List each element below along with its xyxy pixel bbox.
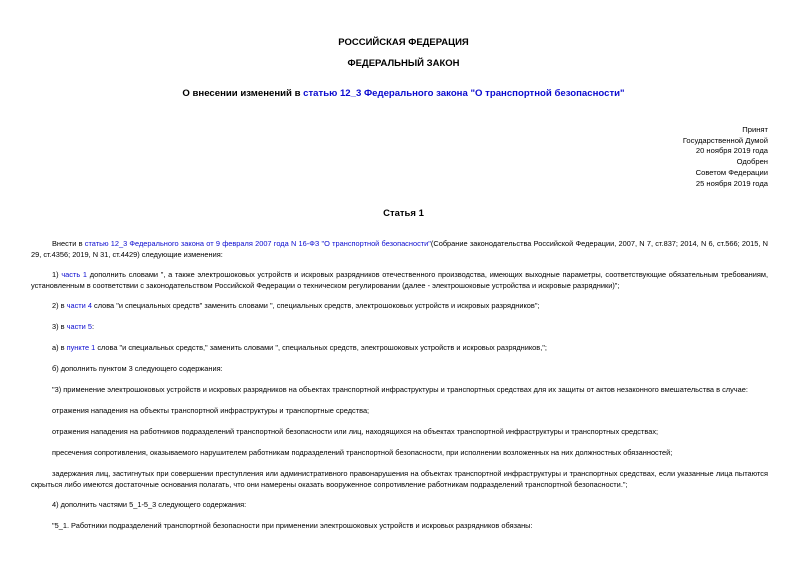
intro-link[interactable]: статью 12_3 Федерального закона от 9 февраля 2007 года N 16-ФЗ "О транспортной безопасности" xyxy=(84,239,431,248)
item-2-link[interactable]: части 4 xyxy=(66,301,92,310)
quote-paragraph xyxy=(31,469,768,491)
quote-text: отражения нападения на работников подразделений транспортной безопасности или лиц, находящихся на объектах транспортной инфраструктуры и транспортных средствах; xyxy=(52,427,659,436)
intro-text: Внести в xyxy=(52,239,85,248)
article-heading: Статья 1 xyxy=(383,208,424,219)
law-type-heading: ФЕДЕРАЛЬНЫЙ ЗАКОН xyxy=(347,58,460,69)
item-3b-text: б) дополнить пунктом 3 следующего содержания: xyxy=(52,364,223,373)
item-4-paragraph xyxy=(31,500,768,511)
accepted-line: Государственной Думой xyxy=(682,135,768,145)
item-1-number: 1) xyxy=(52,270,62,279)
item-3-link[interactable]: части 5 xyxy=(66,322,92,331)
item-1-paragraph xyxy=(31,270,768,292)
item-1-text: дополнить словами ", а также электрошоковых устройств и искровых разрядников отечественного производства, имеющих выходные параметры, соответствующие обязательным требованиям, установленным в соответствии с законодательством Российской Федерации о техническом регулировании (далее - электрошоковые устройства и искровые разрядники)"; xyxy=(31,270,769,290)
quote-paragraph xyxy=(31,406,768,417)
item-3a-text: слова "и специальных средств," заменить словами ", специальных средств, электрошоковых устройств и искровых разрядников,"; xyxy=(95,343,547,352)
item-3-text: : xyxy=(91,322,95,331)
country-heading: РОССИЙСКАЯ ФЕДЕРАЦИЯ xyxy=(338,37,469,48)
law-title-prefix: О внесении изменений в xyxy=(182,88,304,99)
item-3b-paragraph xyxy=(31,364,768,375)
item-2-text: слова "и специальных средств" заменить словами ", специальных средств, электрошоковых устройств и искровых разрядников"; xyxy=(91,301,540,310)
accepted-line: 20 ноября 2019 года xyxy=(695,146,768,156)
item-4-text: 4) дополнить частями 5_1-5_3 следующего содержания: xyxy=(52,500,247,509)
quote-text: пресечения сопротивления, оказываемого нарушителем работникам подразделений транспортной безопасности, при исполнении возложенных на них должностных обязанностей; xyxy=(52,448,673,457)
item-3a-link[interactable]: пункте 1 xyxy=(66,343,96,352)
approved-line: 25 ноября 2019 года xyxy=(695,178,768,188)
item-2-number: 2) в xyxy=(52,301,67,310)
quote-paragraph xyxy=(31,385,768,396)
law-title xyxy=(0,88,807,99)
item-3-paragraph xyxy=(31,322,768,333)
quote-text: отражения нападения на объекты транспортной инфраструктуры и транспортные средства; xyxy=(52,406,370,415)
intro-paragraph xyxy=(31,239,768,261)
quote-paragraph xyxy=(31,521,768,532)
approved-line: Советом Федерации xyxy=(695,167,768,177)
quote-text: задержания лиц, застигнутых при совершении преступления или административного правонарушения на объектах транспортной инфраструктуры и транспортных средствах, если указанные лица пытаются скрыться либо имеются достаточные основания полагать, что они намерены оказать вооруженное сопротивление работникам подразделений транспортной безопасности."; xyxy=(31,469,768,489)
item-2-paragraph xyxy=(31,301,768,312)
item-1-link[interactable]: часть 1 xyxy=(61,270,88,279)
acceptance-block xyxy=(683,125,768,189)
item-3a-paragraph xyxy=(31,343,768,354)
quote-paragraph xyxy=(31,448,768,459)
intro-text-tail: (Собрание законодательства Российской Федерации, 2007, N 7, ст.837; 2014, N 6, ст.566; 2015, N 29, ст.4356; 2019, N 31, ст.4429) следующие изменения: xyxy=(31,239,768,259)
quote-text: "5_1. Работники подразделений транспортной безопасности при применении электрошоковых устройств и искровых разрядников обязаны: xyxy=(52,521,533,530)
accepted-line: Принят xyxy=(742,125,768,134)
item-3-number: 3) в xyxy=(52,322,67,331)
item-3a-letter: а) в xyxy=(52,343,67,352)
approved-line: Одобрен xyxy=(736,157,768,167)
quote-paragraph xyxy=(31,427,768,438)
law-title-link[interactable]: статью 12_3 Федерального закона "О транспортной безопасности" xyxy=(303,88,625,99)
quote-text: "3) применение электрошоковых устройств и искровых разрядников на объектах транспортной инфраструктуры и транспортных средствах для их защиты от актов незаконного вмешательства в случае: xyxy=(52,385,748,394)
